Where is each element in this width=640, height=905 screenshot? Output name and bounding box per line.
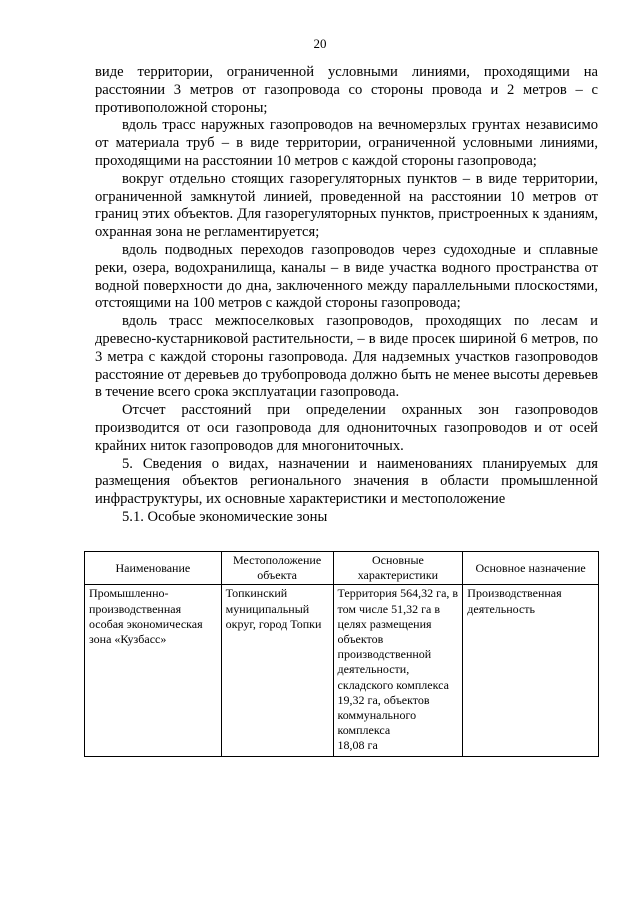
- table-header-row: [85, 552, 599, 585]
- document-body: [95, 64, 598, 527]
- paragraph-distance-measurement: Отсчет расстояний при определении охранных зон газопроводов производится от оси газопровода для однониточных газопроводов и от осей крайних ниток газопроводов для многониточных.: [95, 402, 598, 454]
- section-heading-5-1: 5.1. Особые экономические зоны: [122, 508, 328, 525]
- paragraph-gas-pipeline-wire-side: виде территории, ограниченной условными линиями, проходящими на расстоянии 3 метров от газопровода со стороны провода и 2 метров – с противоположной стороны;: [95, 64, 598, 116]
- page-number: 20: [313, 36, 327, 51]
- paragraph-gas-regulator-points: вокруг отдельно стоящих газорегуляторных пунктов – в виде территории, ограниченной замкнутой линией, проведенной на расстоянии 10 метров от границ этих объектов. Для газорегуляторных пунктов, пристроенных к зданиям, охранная зона не регламентируется;: [95, 170, 598, 241]
- table-row: [85, 585, 599, 756]
- characteristics-line: 18,08 га: [337, 738, 378, 753]
- paragraph-forest-pipelines: вдоль трасс межпоселковых газопроводов, проходящих по лесам и древесно-кустарниковой растительности, – в виде просек шириной 6 метров, по 3 метра с каждой стороны газопровода. Для надземных участков газопроводов расстояние от деревьев до трубопровода должно быть не менее высоты деревьев в течение всего срока эксплуатации газопровода.: [95, 313, 598, 401]
- economic-zones-table: [84, 551, 599, 757]
- paragraph-permafrost-pipelines: вдоль трасс наружных газопроводов на вечномерзлых грунтах независимо от материала труб – в виде территории, ограниченной условными линиями, проходящими на расстоянии 10 метров с каждой стороны газопровода;: [95, 117, 598, 169]
- header-name: Наименование: [85, 552, 222, 585]
- cell-zone-purpose: Производственная деятельность: [463, 585, 599, 756]
- characteristics-line: 19,32 га, объектов коммунального комплекса: [337, 692, 430, 738]
- characteristics-line: Территория 564,32 га, в том числе 51,32 га в целях размещения объектов производственной деятельности, складского комплекса: [337, 586, 459, 692]
- paragraph-underwater-crossings: вдоль подводных переходов газопроводов через судоходные и сплавные реки, озера, водохранилища, каналы – в виде участка водного пространства от водной поверхности до дна, заключенного между параллельными плоскостями, отстоящими на 100 метров с каждой стороны газопровода;: [95, 241, 598, 312]
- header-purpose: Основное назначение: [463, 552, 599, 585]
- header-characteristics: Основные характеристики: [333, 552, 463, 585]
- cell-zone-name: Промышленно-производственная особая экономическая зона «Кузбасс»: [85, 585, 222, 756]
- cell-zone-location: Топкинский муниципальный округ, город Топки: [221, 585, 333, 756]
- cell-zone-characteristics: [333, 585, 463, 756]
- header-location: Местоположение объекта: [221, 552, 333, 585]
- section-heading-5: 5. Сведения о видах, назначении и наименованиях планируемых для размещения объектов регионального значения в области промышленной инфраструктуры, их основные характеристики и местоположение: [95, 455, 598, 508]
